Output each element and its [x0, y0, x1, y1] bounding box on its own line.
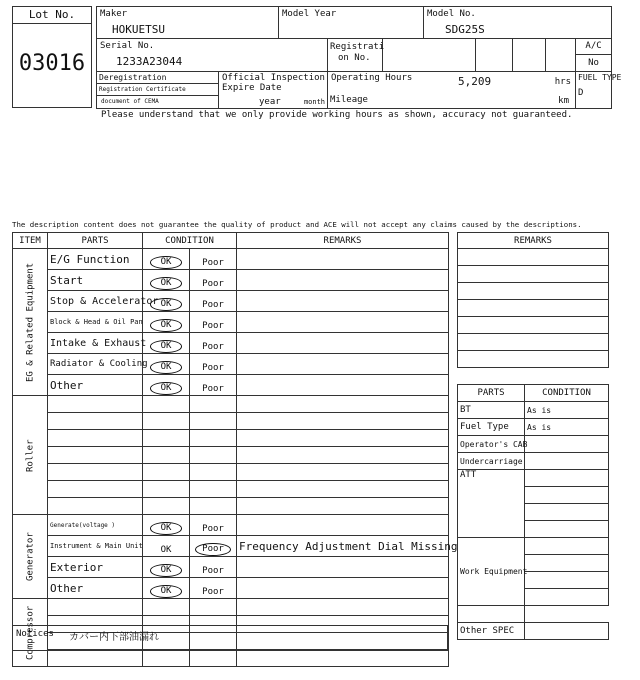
part-label: Stop & Accelerator: [48, 291, 143, 312]
header-table: [96, 6, 622, 109]
part-label: Other: [48, 578, 143, 599]
table-row: [13, 375, 449, 396]
operating-hours-value: 5,209: [458, 75, 492, 88]
remark-cell: [237, 515, 449, 536]
notices-value: カバー内下部油漏れ: [69, 632, 159, 643]
table-row: [13, 447, 449, 464]
bt-value: As is: [525, 402, 609, 419]
parts-header: PARTS: [48, 233, 143, 249]
hours-notice: Please understand that we only provide working hours as shown, accuracy not guaranteed.: [101, 110, 573, 120]
remark-cell: Frequency Adjustment Dial Missing: [237, 536, 449, 557]
serial-label: Serial No.: [100, 41, 155, 51]
work-equipment-label: Work Equipment: [458, 538, 525, 606]
reg-box-3: [546, 39, 576, 72]
mileage-label: Mileage: [330, 95, 368, 105]
section-eg: EG & Related Equipment: [13, 249, 48, 396]
remark-cell: [237, 249, 449, 270]
parts-condition-table: [457, 384, 609, 640]
ok-selected: OK: [150, 298, 183, 311]
table-row: [458, 300, 609, 317]
part-label: Exterior: [48, 557, 143, 578]
table-row: [13, 270, 449, 291]
main-table: [12, 232, 458, 667]
part-label: Intake & Exhaust: [48, 333, 143, 354]
remark-cell: [237, 291, 449, 312]
deregistration-label: Deregistration: [97, 72, 218, 84]
registration-label-2: on No.: [338, 53, 371, 63]
cema-label: document of CEMA: [101, 98, 159, 105]
table-row: [13, 333, 449, 354]
part-label: Radiator & Cooling: [48, 354, 143, 375]
fuel-type-label: FUEL TYPE: [578, 73, 622, 82]
table-row: [13, 354, 449, 375]
fuel-type-value: D: [578, 88, 584, 98]
table-row: [13, 396, 449, 413]
remark-cell: [237, 354, 449, 375]
operating-hours-label: Operating Hours: [331, 73, 413, 83]
remark-cell: [237, 312, 449, 333]
table-row: [458, 470, 609, 487]
table-row: [458, 351, 609, 368]
model-year-label: Model Year: [282, 9, 337, 19]
main-table-header: [13, 233, 449, 249]
table-row: [13, 650, 449, 667]
table-row: [458, 283, 609, 300]
poor-option: Poor: [202, 383, 224, 394]
reg-cert-label: Registration Certificate: [97, 84, 218, 96]
hrs-unit: hrs: [554, 77, 572, 87]
model-no-cell: [424, 7, 612, 39]
poor-option: Poor: [202, 320, 224, 331]
poor-option: Poor: [202, 523, 224, 534]
table-row: [458, 538, 609, 555]
table-row: [458, 402, 609, 419]
model-no-label: Model No.: [427, 9, 476, 19]
model-no-value: SDG25S: [445, 23, 485, 36]
part-label: E/G Function: [48, 249, 143, 270]
table-row: [13, 481, 449, 498]
lot-label: Lot No.: [13, 7, 91, 24]
ok-selected: OK: [150, 361, 183, 374]
remark-cell: [237, 578, 449, 599]
remark-cell: [237, 557, 449, 578]
serial-value: 1233A23044: [116, 55, 183, 68]
table-row: [458, 623, 609, 640]
notices-box: [12, 625, 448, 651]
table-row: [458, 419, 609, 436]
table-row: [458, 453, 609, 470]
serial-cell: [97, 39, 328, 72]
ac-cell: [576, 39, 612, 72]
undercarriage-label: Undercarriage: [458, 453, 525, 470]
ok-selected: OK: [150, 585, 183, 598]
ok-selected: OK: [150, 564, 183, 577]
table-row: [458, 334, 609, 351]
ac-value: No: [588, 58, 599, 68]
section-roller: Roller: [13, 396, 48, 515]
other-spec-label: Other SPEC: [458, 623, 525, 640]
poor-option: Poor: [202, 341, 224, 352]
condition-col-header: CONDITION: [525, 385, 609, 402]
poor-option: Poor: [202, 299, 224, 310]
att-label: ATT: [458, 470, 525, 538]
expire-label: Expire Date: [222, 83, 282, 93]
ok-option: OK: [160, 544, 172, 555]
ok-selected: OK: [150, 256, 183, 269]
table-row: [458, 266, 609, 283]
parts-col-header: PARTS: [458, 385, 525, 402]
part-label: Instrument & Main Unit: [48, 536, 143, 557]
remark-cell: [237, 270, 449, 291]
fuel-type-label: Fuel Type: [458, 419, 525, 436]
fuel-type-cell: [576, 72, 622, 109]
model-year-cell: [279, 7, 424, 39]
maker-cell: [97, 7, 279, 39]
poor-selected: Poor: [195, 543, 231, 556]
table-row: [13, 413, 449, 430]
right-remarks-header: REMARKS: [458, 233, 609, 249]
reg-box-1: [476, 39, 513, 72]
maker-label: Maker: [100, 9, 128, 19]
table-row: [13, 599, 449, 616]
operating-hours-cell: [328, 72, 576, 109]
poor-option: Poor: [202, 565, 224, 576]
table-row: [13, 464, 449, 481]
part-label: Block & Head & Oil Pan: [48, 312, 143, 333]
fuel-type-value: As is: [525, 419, 609, 436]
poor-option: Poor: [202, 362, 224, 373]
registration-label-1: Registrati: [330, 42, 385, 52]
lot-number: 03016: [18, 51, 86, 76]
registration-cell: [328, 39, 476, 72]
table-row: [458, 436, 609, 453]
ok-selected: OK: [150, 277, 183, 290]
operator-cab-label: Operator's CAB: [458, 436, 525, 453]
official-inspection-label: Official Inspection: [222, 73, 325, 83]
table-row: [13, 312, 449, 333]
maker-value: HOKUETSU: [112, 23, 165, 36]
table-row: [458, 606, 609, 623]
poor-option: Poor: [202, 586, 224, 597]
section-compressor: Compressor: [13, 599, 48, 667]
table-row: [13, 430, 449, 447]
deregistration-cell: [97, 72, 219, 109]
ac-label: A/C: [576, 39, 611, 55]
remark-cell: [237, 375, 449, 396]
bt-label: BT: [458, 402, 525, 419]
ok-selected: OK: [150, 340, 183, 353]
reg-box-2: [513, 39, 546, 72]
table-row: [458, 249, 609, 266]
table-row: [13, 557, 449, 578]
table-row: [13, 498, 449, 515]
table-row: [13, 515, 449, 536]
remark-cell: [237, 333, 449, 354]
ok-selected: OK: [150, 382, 183, 395]
table-row: [13, 291, 449, 312]
item-header: ITEM: [13, 233, 48, 249]
ok-selected: OK: [150, 522, 183, 535]
part-label: Generate(voltage ): [48, 515, 143, 536]
km-unit: km: [558, 96, 570, 106]
official-inspection-cell: [219, 72, 328, 109]
poor-option: Poor: [202, 278, 224, 289]
notices-label: Notices: [16, 629, 54, 639]
table-row: [13, 578, 449, 599]
table-row: [13, 536, 449, 557]
table-row: [458, 317, 609, 334]
year-label: year: [259, 97, 281, 107]
part-label: Start: [48, 270, 143, 291]
condition-header: CONDITION: [143, 233, 237, 249]
right-remarks-table: [457, 232, 609, 368]
remarks-header: REMARKS: [237, 233, 449, 249]
ok-selected: OK: [150, 319, 183, 332]
lot-box: [12, 6, 92, 108]
table-row: [13, 249, 449, 270]
disclaimer: The description content does not guarantee the quality of product and ACE will not accept any claims caused by the descriptions.: [12, 220, 582, 229]
registration-label: [328, 39, 383, 71]
poor-option: Poor: [202, 257, 224, 268]
month-label: month: [303, 98, 326, 106]
part-label: Other: [48, 375, 143, 396]
section-generator: Generator: [13, 515, 48, 599]
